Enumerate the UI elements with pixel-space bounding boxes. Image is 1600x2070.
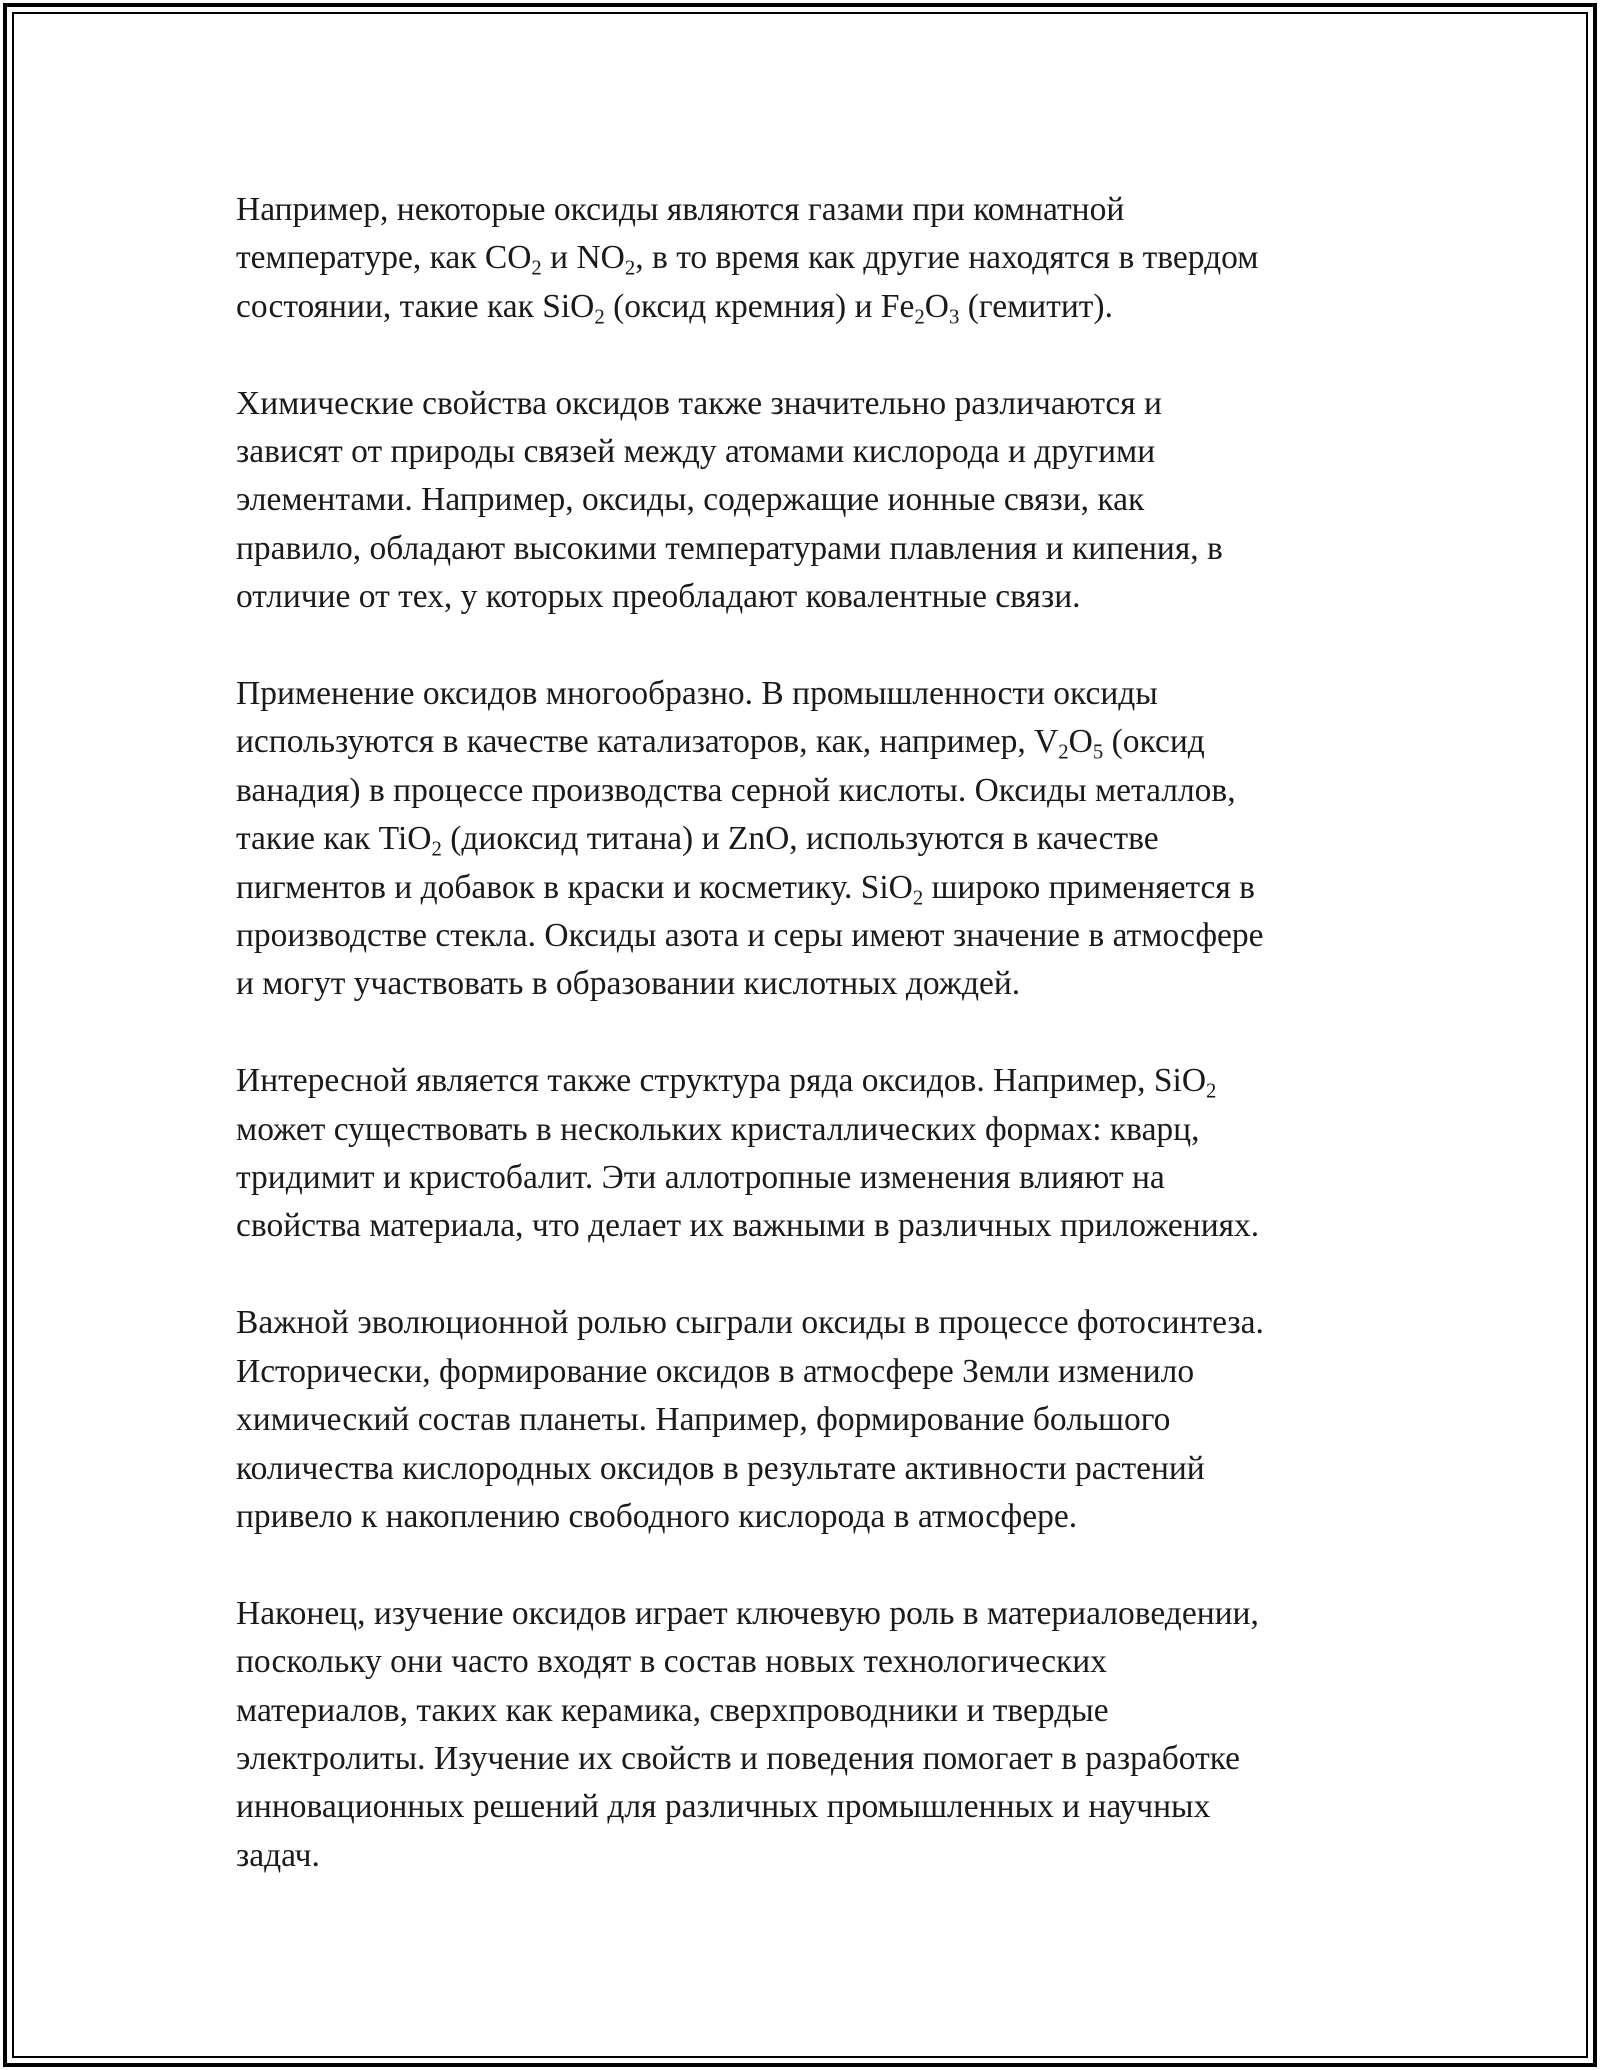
text-line xyxy=(236,1590,1376,1638)
text-line xyxy=(236,1106,1376,1154)
text-run: правило, обладают высокими температурами плавления и кипения, в xyxy=(236,529,1223,567)
text-line xyxy=(236,476,1376,524)
text-line xyxy=(236,960,1376,1008)
text-line xyxy=(236,912,1376,960)
text-line xyxy=(236,815,1376,863)
paragraph-6 xyxy=(236,1590,1376,1880)
text-line xyxy=(236,283,1376,331)
text-run: может существовать в нескольких кристаллических формах: кварц, xyxy=(236,1110,1200,1148)
text-run: (оксид кремния) и Fe xyxy=(604,287,915,325)
paragraph-3 xyxy=(236,670,1376,1009)
subscript: 5 xyxy=(1092,741,1104,765)
text-line xyxy=(236,1493,1376,1541)
text-run: Интересной является также структура ряда оксидов. Например, SiO xyxy=(236,1062,1207,1100)
text-line xyxy=(236,1202,1376,1250)
text-run: инновационных решений для различных промышленных и научных xyxy=(236,1788,1211,1826)
paragraph-2 xyxy=(236,380,1376,622)
text-line xyxy=(236,1396,1376,1444)
text-line xyxy=(236,380,1376,428)
subscript: 2 xyxy=(624,257,636,281)
text-run: и NO xyxy=(541,239,625,277)
text-line xyxy=(236,1154,1376,1202)
paragraph-5 xyxy=(236,1299,1376,1541)
text-run: Важной эволюционной ролью сыграли оксиды в процессе фотосинтеза. xyxy=(236,1304,1264,1342)
text-run: , в то время как другие находятся в твердом xyxy=(635,239,1259,277)
text-run: Исторически, формирование оксидов в атмосфере Земли изменило xyxy=(236,1352,1195,1390)
subscript: 2 xyxy=(531,257,542,281)
text-line xyxy=(236,1832,1376,1880)
text-line xyxy=(236,1783,1376,1831)
text-run: ванадия) в процессе производства серной кислоты. Оксиды металлов, xyxy=(236,771,1236,809)
subscript: 2 xyxy=(914,305,925,329)
text-line xyxy=(236,1687,1376,1735)
text-run: O xyxy=(924,287,949,325)
text-run: поскольку они часто входят в состав новых технологических xyxy=(236,1643,1107,1681)
text-run: электролиты. Изучение их свойств и поведения помогает в разработке xyxy=(236,1739,1241,1777)
text-line xyxy=(236,428,1376,476)
text-run: используются в качестве катализаторов, как, например, V xyxy=(236,723,1059,761)
text-line xyxy=(236,186,1376,234)
text-run: (оксид xyxy=(1103,723,1205,761)
text-run: отличие от тех, у которых преобладают ковалентные связи. xyxy=(236,578,1081,616)
text-line xyxy=(236,234,1376,282)
text-line xyxy=(236,573,1376,621)
text-line xyxy=(236,1445,1376,1493)
text-run: материалов, таких как керамика, сверхпроводники и твердые xyxy=(236,1691,1109,1729)
text-run: состоянии, такие как SiO xyxy=(236,287,595,325)
subscript: 2 xyxy=(912,886,924,910)
text-run: (диоксид титана) и ZnO, используются в качестве xyxy=(441,820,1159,858)
text-run: количества кислородных оксидов в результате активности растений xyxy=(236,1449,1205,1487)
text-line xyxy=(236,767,1376,815)
text-line xyxy=(236,1735,1376,1783)
text-line xyxy=(236,1348,1376,1396)
text-line xyxy=(236,1057,1376,1105)
text-line xyxy=(236,525,1376,573)
text-run: такие как TiO xyxy=(236,820,432,858)
subscript: 3 xyxy=(948,305,960,329)
text-run: Применение оксидов многообразно. В промышленности оксиды xyxy=(236,675,1158,713)
text-line xyxy=(236,1299,1376,1347)
subscript: 2 xyxy=(1058,741,1069,765)
subscript: 2 xyxy=(594,305,605,329)
text-run: химический состав планеты. Например, формирование большого xyxy=(236,1401,1171,1439)
text-run: Например, некоторые оксиды являются газами при комнатной xyxy=(236,191,1125,228)
text-run: пигментов и добавок в краски и косметику. SiO xyxy=(236,868,913,906)
document-body xyxy=(236,186,1376,1929)
text-run: O xyxy=(1068,723,1093,761)
paragraph-4 xyxy=(236,1057,1376,1251)
text-run: производстве стекла. Оксиды азота и серы имеют значение в атмосфере xyxy=(236,917,1264,955)
text-run: задач. xyxy=(236,1836,320,1874)
paragraph-1 xyxy=(236,186,1376,331)
text-line xyxy=(236,864,1376,912)
text-run: зависят от природы связей между атомами кислорода и другими xyxy=(236,433,1156,471)
text-run: широко применяется в xyxy=(923,868,1255,906)
text-run: Химические свойства оксидов также значительно различаются и xyxy=(236,384,1162,422)
text-line xyxy=(236,718,1376,766)
text-run: Наконец, изучение оксидов играет ключевую роль в материаловедении, xyxy=(236,1594,1259,1632)
text-line xyxy=(236,1638,1376,1686)
subscript: 2 xyxy=(1206,1079,1217,1103)
text-run: (гемитит). xyxy=(959,287,1113,325)
text-run: привело к накоплению свободного кислорода в атмосфере. xyxy=(236,1497,1078,1535)
text-line xyxy=(236,670,1376,718)
text-run: свойства материала, что делает их важными в различных приложениях. xyxy=(236,1207,1260,1245)
text-run: тридимит и кристобалит. Эти аллотропные изменения влияют на xyxy=(236,1159,1165,1197)
text-run: элементами. Например, оксиды, содержащие ионные связи, как xyxy=(236,481,1145,519)
text-run: и могут участвовать в образовании кислотных дождей. xyxy=(236,965,1021,1003)
subscript: 2 xyxy=(431,837,442,861)
text-run: температуре, как CO xyxy=(236,239,532,277)
